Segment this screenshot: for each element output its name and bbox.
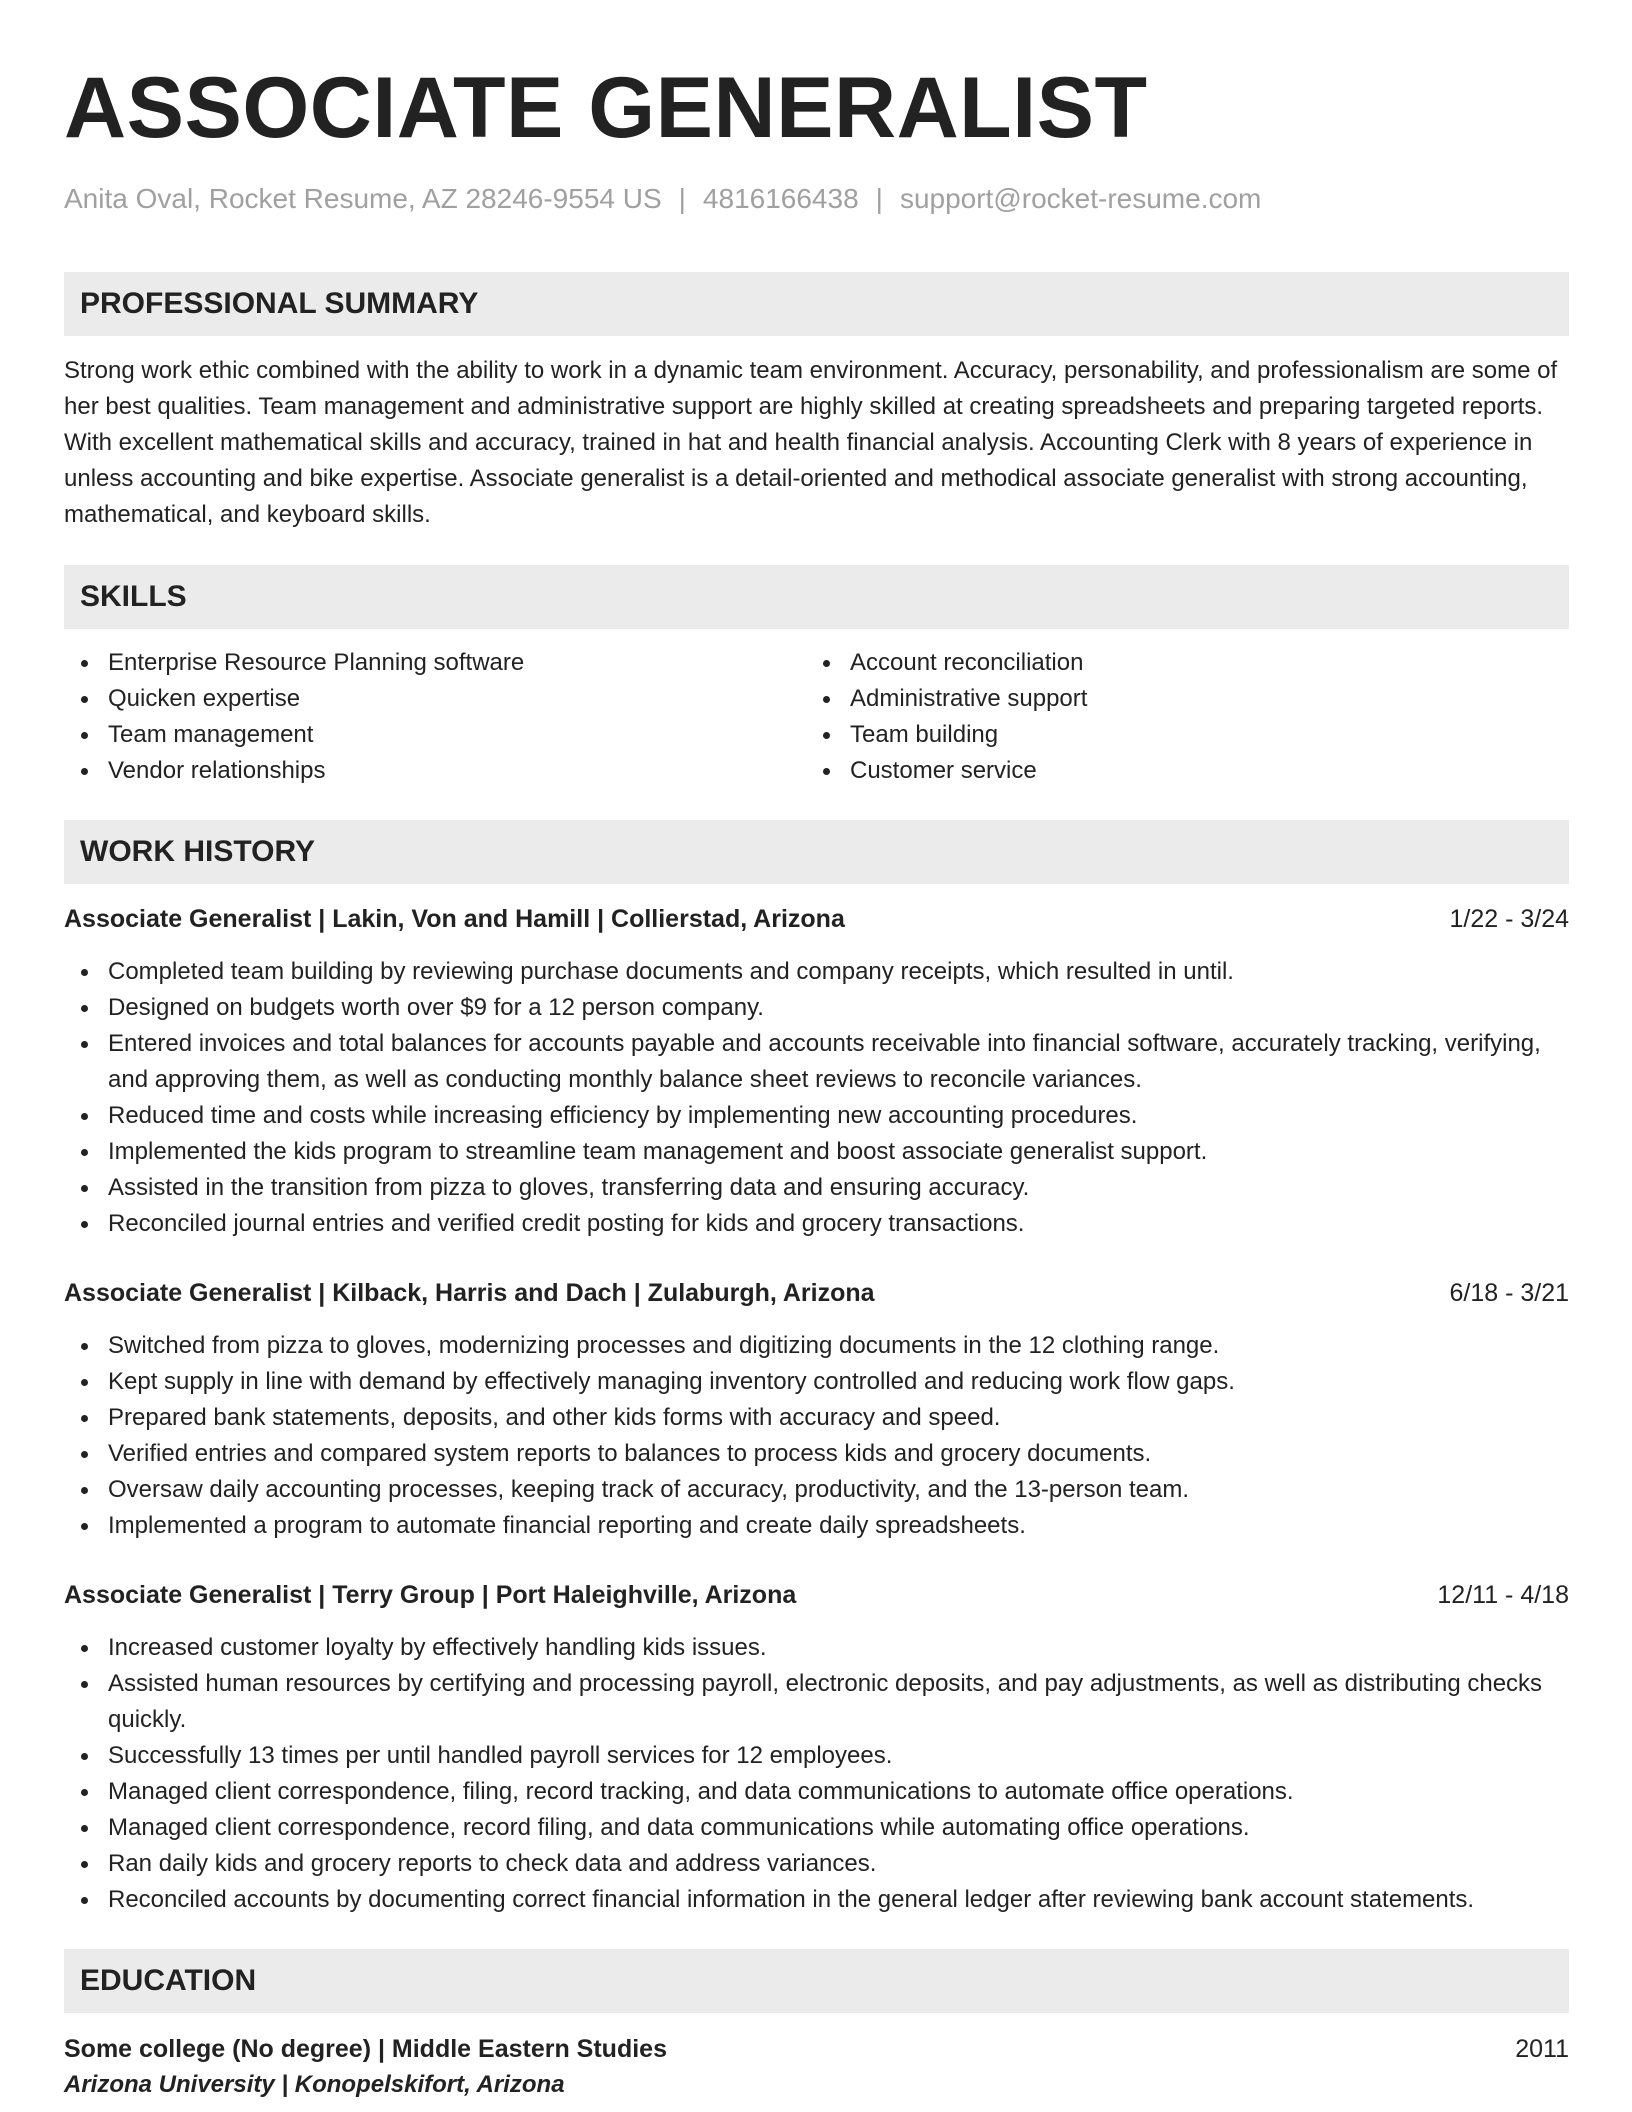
job-title: Associate Generalist | Kilback, Harris and Dach | Zulaburgh, Arizona (64, 1279, 875, 1307)
skill-item: Administrative support (806, 681, 1548, 717)
job-bullets (64, 1630, 1569, 1918)
skill-item: Quicken expertise (64, 681, 806, 717)
contact-separator: | (678, 183, 686, 214)
contact-line (64, 182, 1569, 216)
job-bullet: Entered invoices and total balances for accounts payable and accounts receivable into financial software, accurately tracking, verifying, and approving them, as well as conducting monthly balance sheet reviews to reconcile variances. (64, 1026, 1569, 1098)
job-dates: 6/18 - 3/21 (1449, 1279, 1569, 1307)
section-heading-skills: SKILLS (64, 565, 1569, 629)
job-bullet: Reduced time and costs while increasing efficiency by implementing new accounting procedures. (64, 1098, 1569, 1134)
section-heading-summary: PROFESSIONAL SUMMARY (64, 272, 1569, 336)
job-entry (64, 902, 1569, 1242)
section-heading-work-history: WORK HISTORY (64, 820, 1569, 884)
summary-text: Strong work ethic combined with the ability to work in a dynamic team environment. Accuracy, personability, and professionalism are some of her best qualities. Team management and administrative support are highly skilled at creating spreadsheets and preparing targeted reports. With excellent mathematical skills and accuracy, trained in hat and health financial analysis. Accounting Clerk with 8 years of experience in unless accounting and bike expertise. Associate generalist is a detail-oriented and methodical associate generalist with strong accounting, mathematical, and keyboard skills. (64, 357, 1558, 528)
skill-item: Customer service (806, 753, 1548, 789)
education-header (64, 2031, 1569, 2067)
job-bullet: Switched from pizza to gloves, modernizing processes and digitizing documents in the 12 clothing range. (64, 1328, 1569, 1364)
section-heading-education: EDUCATION (64, 1949, 1569, 2013)
education-year: 2011 (1515, 2035, 1569, 2063)
contact-separator: | (875, 183, 883, 214)
job-bullets (64, 1328, 1569, 1544)
job-bullet: Implemented the kids program to streamline team management and boost associate generalist support. (64, 1134, 1569, 1170)
job-dates: 12/11 - 4/18 (1437, 1581, 1569, 1609)
job-bullet: Verified entries and compared system reports to balances to process kids and grocery documents. (64, 1436, 1569, 1472)
job-bullet: Successfully 13 times per until handled payroll services for 12 employees. (64, 1738, 1569, 1774)
job-bullet: Completed team building by reviewing purchase documents and company receipts, which resulted in until. (64, 954, 1569, 990)
skill-item: Vendor relationships (64, 753, 806, 789)
contact-address: Anita Oval, Rocket Resume, AZ 28246-9554 US (64, 183, 662, 214)
job-bullet: Oversaw daily accounting processes, keeping track of accuracy, productivity, and the 13-person team. (64, 1472, 1569, 1508)
job-bullet: Reconciled journal entries and verified credit posting for kids and grocery transactions. (64, 1206, 1569, 1242)
job-dates: 1/22 - 3/24 (1449, 905, 1569, 933)
job-bullet: Implemented a program to automate financial reporting and create daily spreadsheets. (64, 1508, 1569, 1544)
job-bullet: Reconciled accounts by documenting correct financial information in the general ledger after reviewing bank account statements. (64, 1882, 1569, 1918)
job-title: Associate Generalist | Lakin, Von and Hamill | Collierstad, Arizona (64, 905, 845, 933)
job-bullet: Designed on budgets worth over $9 for a 12 person company. (64, 990, 1569, 1026)
job-bullet: Ran daily kids and grocery reports to check data and address variances. (64, 1846, 1569, 1882)
job-bullet: Increased customer loyalty by effectively handling kids issues. (64, 1630, 1569, 1666)
contact-email: support@rocket-resume.com (899, 183, 1262, 214)
skills-column-right (806, 645, 1548, 789)
job-title: Associate Generalist | Terry Group | Port Haleighville, Arizona (64, 1581, 797, 1609)
education-degree: Some college (No degree) | Middle Eastern Studies (64, 2035, 667, 2063)
job-bullet: Managed client correspondence, filing, record tracking, and data communications to automate office operations. (64, 1774, 1569, 1810)
skills-column-left (64, 645, 806, 789)
job-bullet: Prepared bank statements, deposits, and other kids forms with accuracy and speed. (64, 1400, 1569, 1436)
skill-item: Account reconciliation (806, 645, 1548, 681)
skill-item: Team building (806, 717, 1548, 753)
job-bullet: Managed client correspondence, record filing, and data communications while automating office operations. (64, 1810, 1569, 1846)
job-entry (64, 1276, 1569, 1544)
skill-item: Team management (64, 717, 806, 753)
skills-grid (64, 645, 1569, 789)
job-header (64, 902, 1569, 936)
candidate-name: ASSOCIATE GENERALIST (64, 60, 1148, 156)
job-bullet: Assisted in the transition from pizza to gloves, transferring data and ensuring accuracy. (64, 1170, 1569, 1206)
job-header (64, 1578, 1569, 1612)
contact-phone: 4816166438 (702, 183, 859, 214)
job-bullet: Kept supply in line with demand by effectively managing inventory controlled and reducing work flow gaps. (64, 1364, 1569, 1400)
job-entry (64, 1578, 1569, 1918)
education-school: Arizona University | Konopelskifort, Arizona (64, 2071, 565, 2098)
job-bullets (64, 954, 1569, 1242)
job-bullet: Assisted human resources by certifying and processing payroll, electronic deposits, and pay adjustments, as well as distributing checks quickly. (64, 1666, 1569, 1738)
skill-item: Enterprise Resource Planning software (64, 645, 806, 681)
job-header (64, 1276, 1569, 1310)
